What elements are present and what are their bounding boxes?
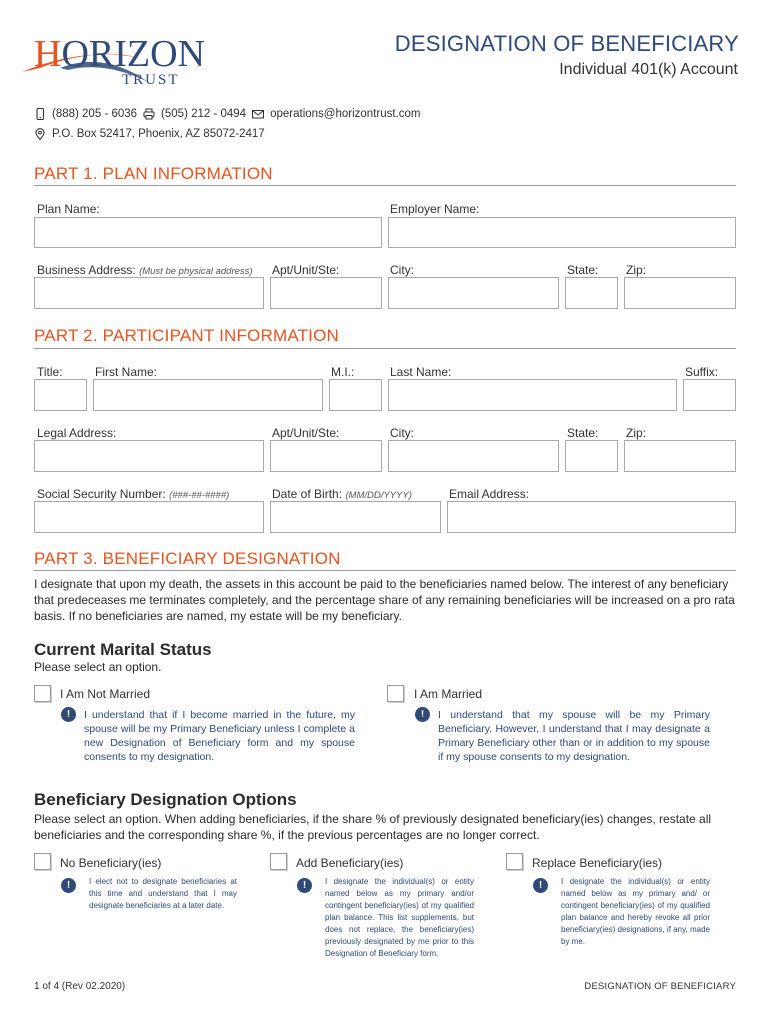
dob-label: Date of Birth: (MM/DD/YYYY)	[272, 487, 412, 501]
logo-wordmark: HORIZON	[34, 33, 205, 75]
location-pin-icon	[34, 128, 46, 140]
ssn-label: Social Security Number: (###-##-####)	[37, 487, 230, 501]
horizon-trust-logo	[20, 28, 235, 94]
business-address-field[interactable]	[34, 277, 264, 309]
married-label: I Am Married	[414, 687, 483, 701]
phone-number: (888) 205 - 6036	[52, 108, 138, 120]
dob-hint: (MM/DD/YYYY)	[345, 490, 412, 501]
part3-divider	[34, 570, 736, 571]
replace-beneficiary-note: I designate the individual(s) or entity named below as my primary and/ or contingent beneficiary(ies) of my qualified plan balance and hereby revoke all prior beneficiary(ies) designations, if any, made by me.	[561, 877, 710, 946]
part2-title: PART 2. PARTICIPANT INFORMATION	[34, 326, 340, 345]
mailing-address: P.O. Box 52417, Phoenix, AZ 85072-2417	[52, 128, 265, 140]
email-label: Email Address:	[449, 487, 530, 501]
contact-line	[34, 108, 420, 120]
address-line	[34, 128, 265, 140]
marital-status-prompt: Please select an option.	[34, 660, 162, 674]
business-zip-field[interactable]	[624, 277, 736, 309]
phone-icon	[34, 108, 46, 120]
replace-beneficiary-label: Replace Beneficiary(ies)	[532, 856, 663, 870]
employer-name-field[interactable]	[388, 217, 736, 248]
legal-zip-field[interactable]	[624, 440, 736, 472]
alert-icon: !	[415, 707, 430, 722]
first-name-label: First Name:	[95, 365, 158, 379]
marital-status-heading: Current Marital Status	[34, 640, 212, 659]
add-beneficiary-label: Add Beneficiary(ies)	[296, 856, 404, 870]
alert-icon: !	[297, 878, 312, 893]
mi-field[interactable]	[329, 379, 382, 411]
dob-field[interactable]	[270, 501, 441, 533]
title-label: Title:	[37, 365, 63, 379]
business-apt-label: Apt/Unit/Ste:	[272, 263, 340, 277]
business-city-field[interactable]	[388, 277, 559, 309]
part1-title: PART 1. PLAN INFORMATION	[34, 164, 273, 183]
alert-icon: !	[533, 878, 548, 893]
last-name-field[interactable]	[388, 379, 677, 411]
business-address-label: Business Address: (Must be physical address)	[37, 263, 253, 277]
legal-zip-label: Zip:	[626, 426, 647, 440]
suffix-field[interactable]	[683, 379, 736, 411]
email-field[interactable]	[447, 501, 736, 533]
legal-address-field[interactable]	[34, 440, 264, 472]
add-beneficiary-note: I designate the individual(s) or entity named below as my primary and/or contingent beneficiary(ies) of my qualified plan balance. This list supplements, but does not replace, the beneficiary(ies) previously designated by me prior to this Designation of Beneficiary form.	[325, 877, 474, 958]
married-note: I understand that my spouse will be my Primary Beneficiary. However, I understand that I may designate a Primary Beneficiary other than or in addition to my spouse if my spouse consents to my designation.	[438, 709, 710, 763]
logo-subtitle: TRUST	[122, 72, 180, 88]
plan-name-field[interactable]	[34, 217, 382, 248]
legal-address-label: Legal Address:	[37, 426, 117, 440]
legal-city-label: City:	[390, 426, 414, 440]
beneficiary-options-prompt: Please select an option. When adding beneficiaries, if the share % of previously designated beneficiary(ies) changes, restate all beneficiaries and the corresponding share %, if the previous percentages are no longer correct.	[34, 812, 712, 842]
email-address[interactable]: operations@horizontrust.com	[270, 108, 421, 120]
business-state-field[interactable]	[565, 277, 618, 309]
business-city-label: City:	[390, 263, 414, 277]
plan-name-label: Plan Name:	[37, 202, 100, 216]
first-name-field[interactable]	[93, 379, 323, 411]
ssn-field[interactable]	[34, 501, 264, 533]
part1-divider	[34, 185, 736, 186]
business-state-label: State:	[567, 263, 599, 277]
replace-beneficiary-checkbox[interactable]	[506, 853, 523, 870]
footer-form-name: DESIGNATION OF BENEFICIARY	[584, 981, 736, 992]
legal-apt-label: Apt/Unit/Ste:	[272, 426, 340, 440]
not-married-note: I understand that if I become married in the future, my spouse will be my Primary Beneficiary unless I complete a new Designation of Beneficiary form and my spouse consents to my designation.	[84, 709, 355, 763]
email-icon	[252, 108, 264, 120]
part3-title: PART 3. BENEFICIARY DESIGNATION	[34, 549, 341, 568]
part2-divider	[34, 348, 736, 349]
business-zip-label: Zip:	[626, 263, 647, 277]
legal-city-field[interactable]	[388, 440, 559, 472]
employer-name-label: Employer Name:	[390, 202, 480, 216]
last-name-label: Last Name:	[390, 365, 452, 379]
title-field[interactable]	[34, 379, 87, 411]
not-married-label: I Am Not Married	[60, 687, 151, 701]
fax-icon	[143, 108, 155, 120]
add-beneficiary-checkbox[interactable]	[270, 853, 287, 870]
suffix-label: Suffix:	[685, 365, 719, 379]
business-address-hint: (Must be physical address)	[139, 266, 253, 277]
business-apt-field[interactable]	[270, 277, 382, 309]
designation-intro: I designate that upon my death, the assets in this account be paid to the beneficiaries named below. The interest of any beneficiary that predeceases me terminates completely, and the percentage share of any remaining beneficiaries will be increased on a pro rata basis. If no beneficiaries are named, my estate will be my beneficiary.	[34, 577, 735, 623]
alert-icon: !	[61, 707, 76, 722]
legal-apt-field[interactable]	[270, 440, 382, 472]
not-married-checkbox[interactable]	[34, 685, 51, 702]
document-subtitle: Individual 401(k) Account	[559, 61, 738, 78]
no-beneficiary-checkbox[interactable]	[34, 853, 51, 870]
page-number: 1 of 4 (Rev 02.2020)	[34, 981, 126, 992]
alert-icon: !	[61, 878, 76, 893]
beneficiary-options-heading: Beneficiary Designation Options	[34, 790, 297, 809]
no-beneficiary-label: No Beneficiary(ies)	[60, 856, 162, 870]
legal-state-field[interactable]	[565, 440, 618, 472]
document-title: DESIGNATION OF BENEFICIARY	[394, 31, 739, 56]
no-beneficiary-note: I elect not to designate beneficiaries at this time and understand that I may designate beneficiaries at a later date.	[89, 877, 237, 910]
ssn-hint: (###-##-####)	[169, 490, 230, 501]
married-checkbox[interactable]	[387, 685, 404, 702]
fax-number: (505) 212 - 0494	[161, 108, 247, 120]
mi-label: M.I.:	[331, 365, 355, 379]
legal-state-label: State:	[567, 426, 599, 440]
